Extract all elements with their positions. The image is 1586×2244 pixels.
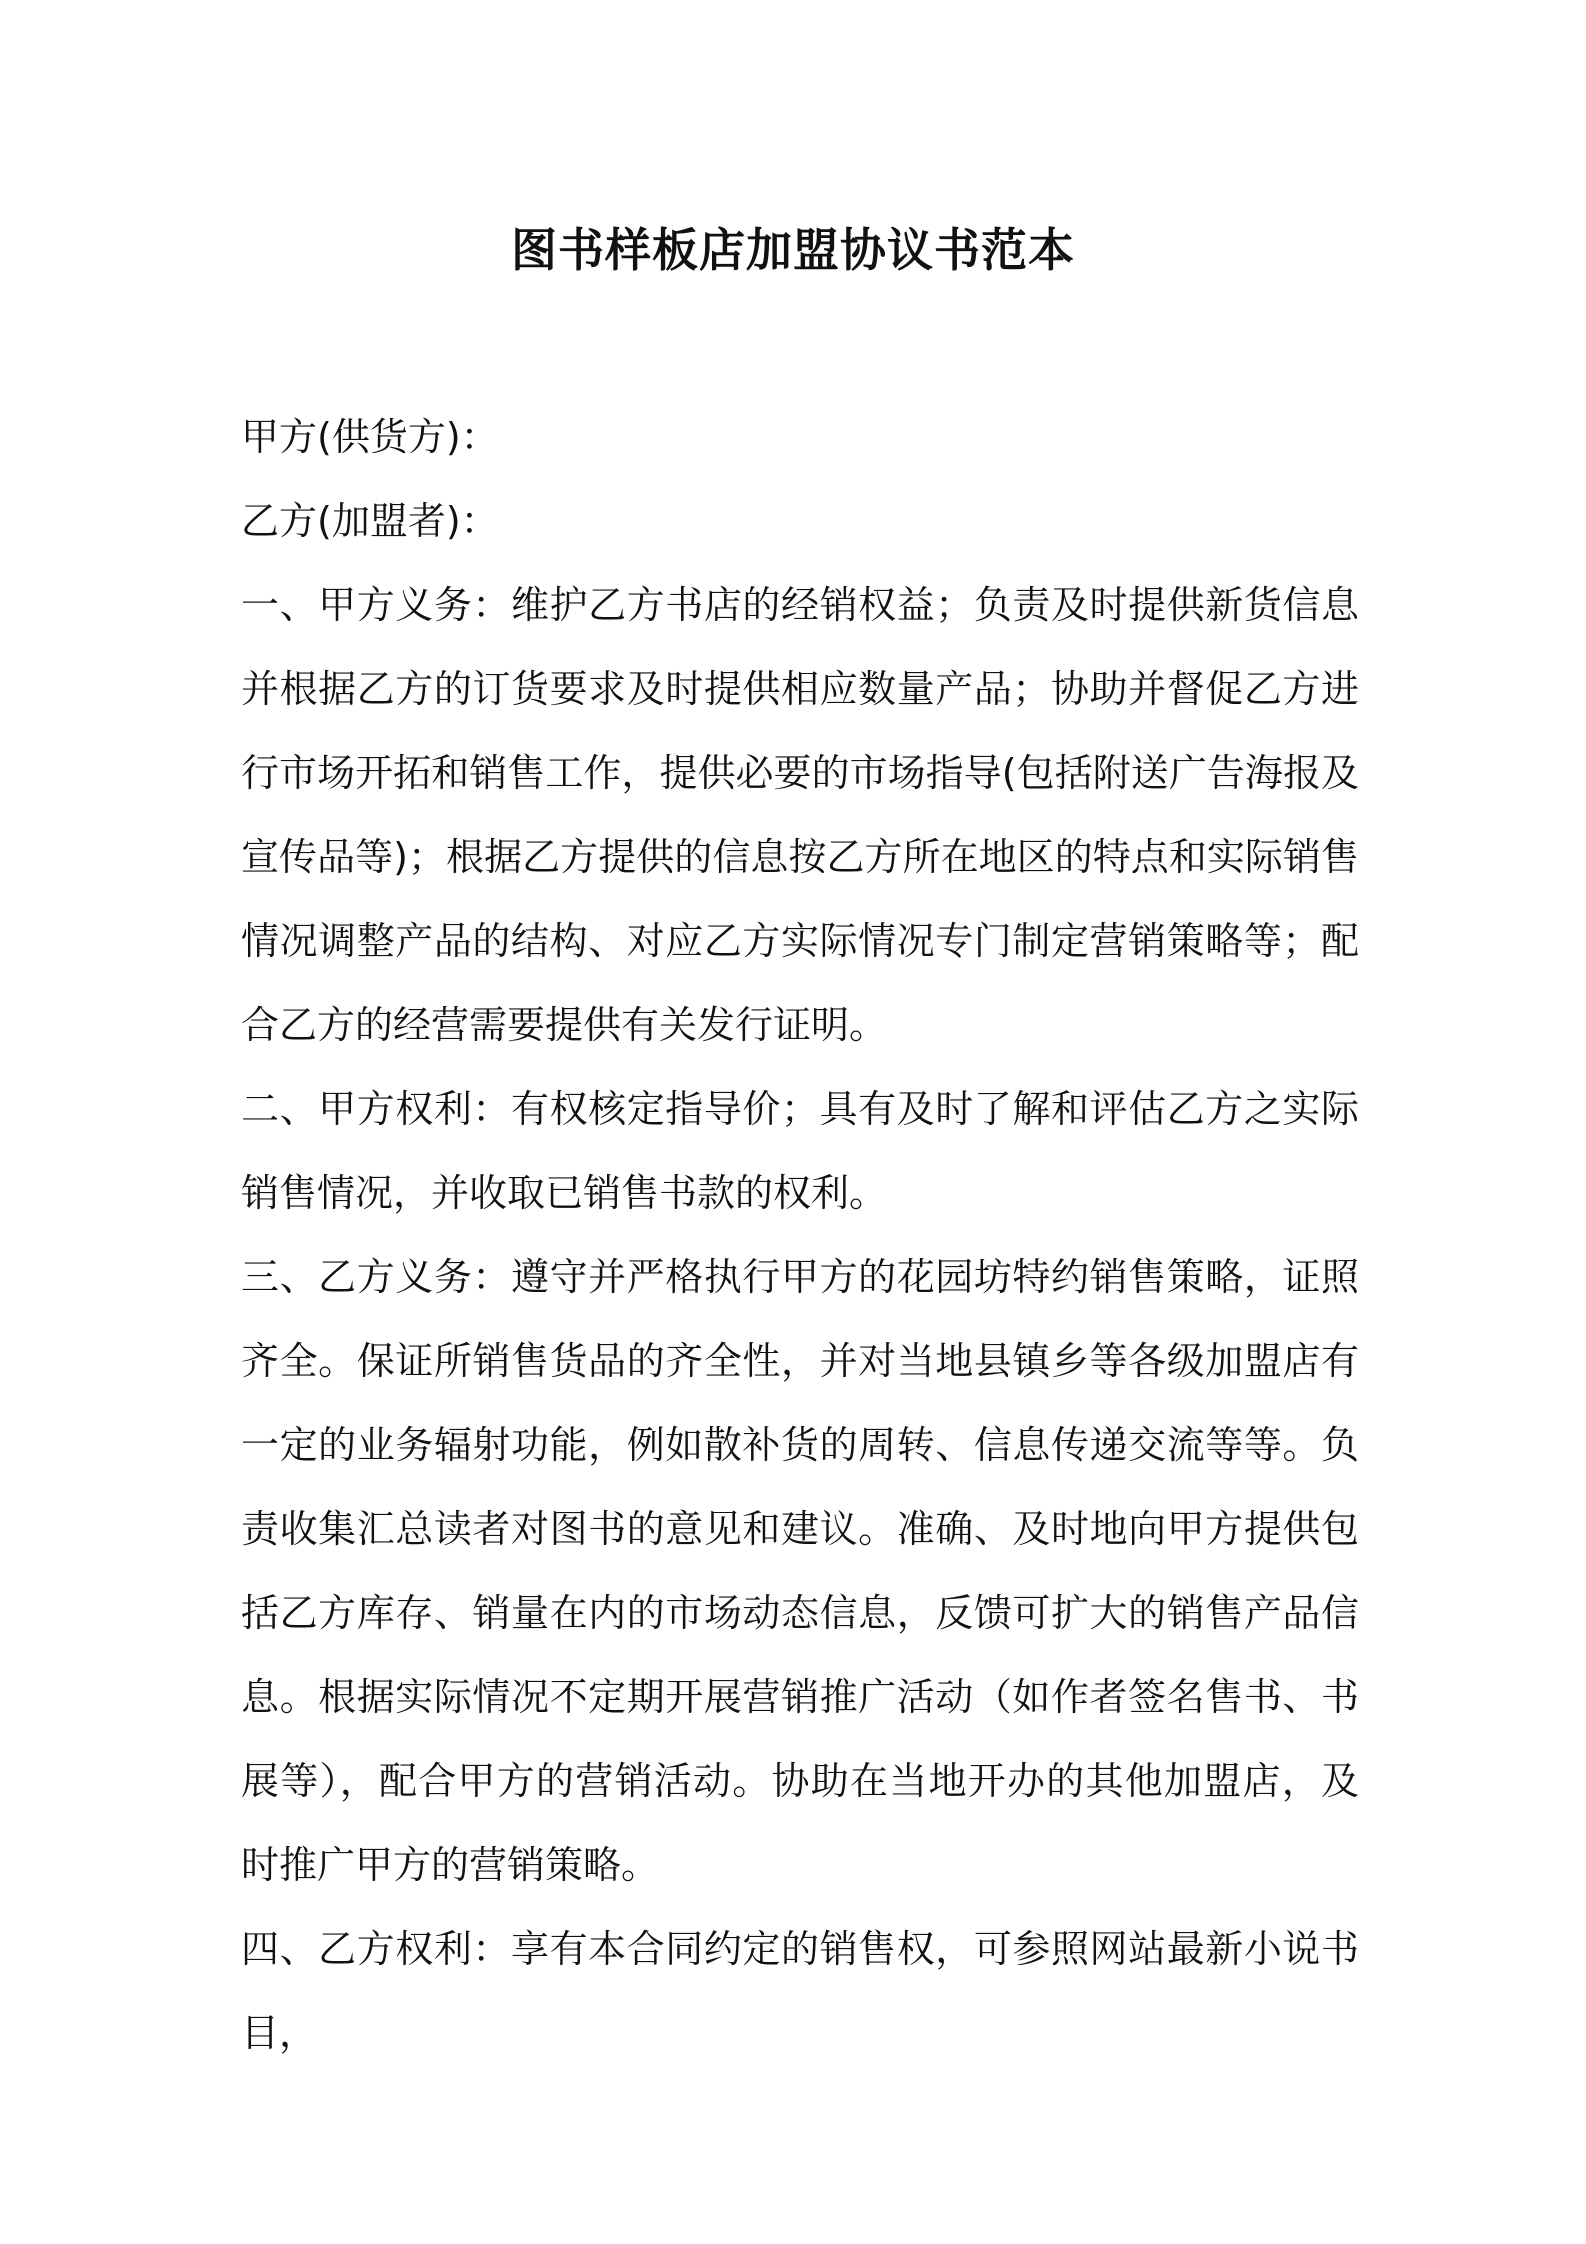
clause-party-a-obligations: 一、甲方义务：维护乙方书店的经销权益；负责及时提供新货信息并根据乙方的订货要求及时提供相应数量产品；协助并督促乙方进行市场开拓和销售工作，提供必要的市场指导(包括附送广告海报及宣传品等)；根据乙方提供的信息按乙方所在地区的特点和实际销售情况调整产品的结构、对应乙方实际情况专门制定营销策略等；配合乙方的经营需要提供有关发行证明。 [241,583,1359,1047]
document-title: 图书样板店加盟协议书范本 [511,223,1075,277]
clause-party-a-rights: 二、甲方权利：有权核定指导价；具有及时了解和评估乙方之实际销售情况，并收取已销售书款的权利。 [241,1087,1359,1215]
party-b-line: 乙方(加盟者)： [241,499,499,543]
clause-party-b-rights: 四、乙方权利：享有本合同约定的销售权，可参照网站最新小说书目， [241,1927,1359,2055]
party-a-line: 甲方(供货方)： [241,415,499,459]
document-body [241,395,1359,2075]
clause-party-b-obligations: 三、乙方义务：遵守并严格执行甲方的花园坊特约销售策略，证照齐全。保证所销售货品的齐全性，并对当地县镇乡等各级加盟店有一定的业务辐射功能，例如散补货的周转、信息传递交流等等。负责收集汇总读者对图书的意见和建议。准确、及时地向甲方提供包括乙方库存、销量在内的市场动态信息，反馈可扩大的销售产品信息。根据实际情况不定期开展营销推广活动（如作者签名售书、书展等），配合甲方的营销活动。协助在当地开办的其他加盟店，及时推广甲方的营销策略。 [241,1255,1359,1887]
